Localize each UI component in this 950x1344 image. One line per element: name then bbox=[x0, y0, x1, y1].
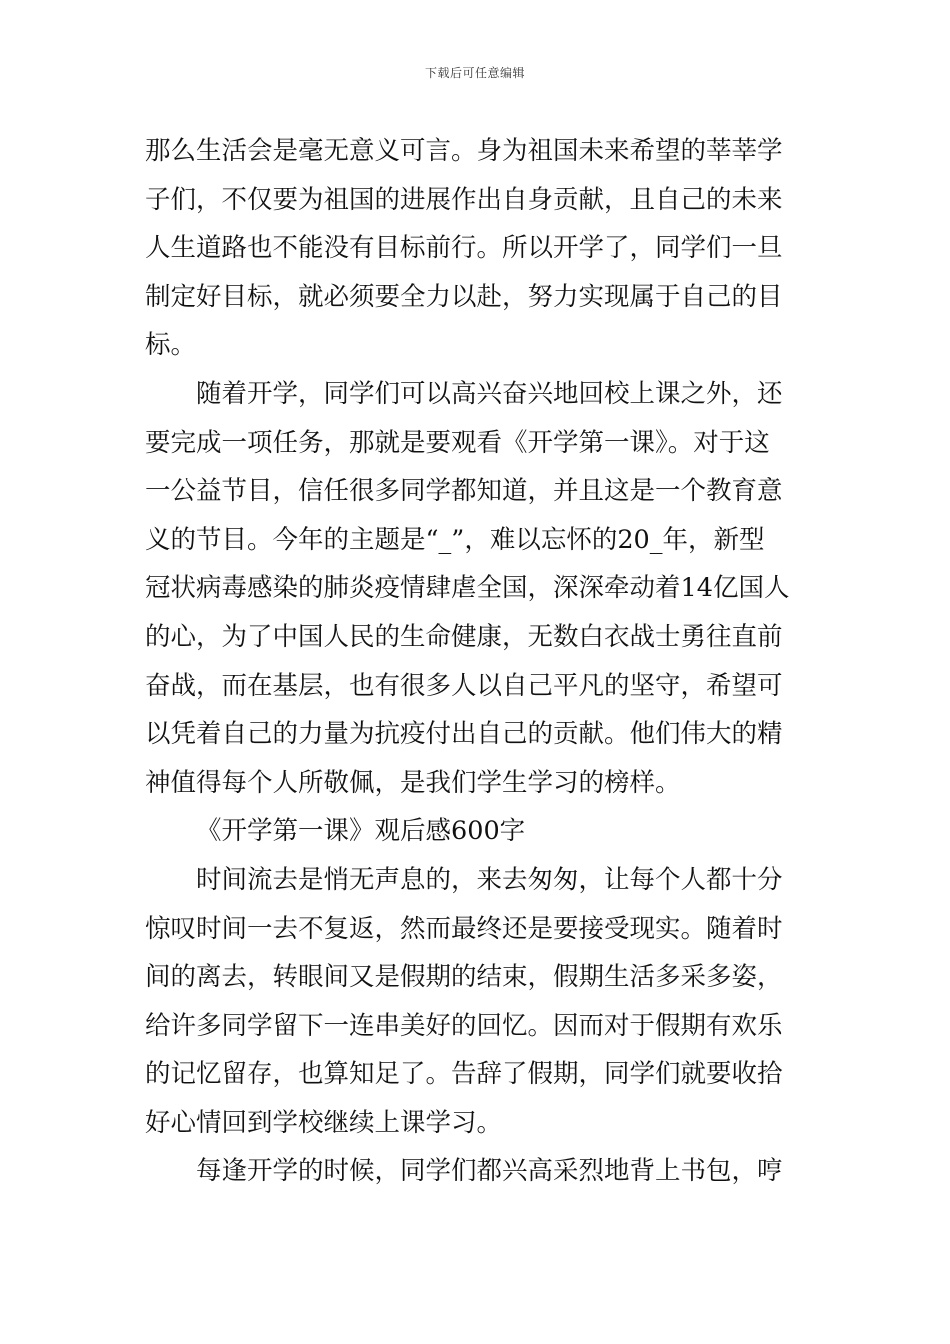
text-line: 一公益节目，信任很多同学都知道，并且这是一个教育意 bbox=[145, 476, 783, 507]
page-header: 下载后可任意编辑 bbox=[424, 66, 525, 80]
text-line: 义的节目。今年的主题是“_”，难以忘怀的20_年，新型 bbox=[145, 524, 765, 555]
text-line: 惊叹时间一去不复返，然而最终还是要接受现实。随着时 bbox=[145, 913, 783, 944]
text-line: 的心，为了中国人民的生命健康，无数白衣战士勇往直前 bbox=[145, 621, 783, 652]
text-line: 间的离去，转眼间又是假期的结束，假期生活多采多姿， bbox=[145, 962, 783, 993]
section-subtitle: 《开学第一课》观后感600字 bbox=[196, 816, 526, 847]
text-line: 以凭着自己的力量为抗疫付出自己的贡献。他们伟大的精 bbox=[145, 719, 783, 750]
text-line: 冠状病毒感染的肺炎疫情肆虐全国，深深牵动着14亿国人 bbox=[145, 573, 790, 604]
text-line: 子们，不仅要为祖国的进展作出自身贡献，且自己的未来 bbox=[145, 184, 783, 215]
text-line: 标。 bbox=[145, 330, 197, 361]
text-line: 奋战，而在基层，也有很多人以自己平凡的坚守，希望可 bbox=[145, 670, 783, 701]
text-line: 的记忆留存，也算知足了。告辞了假期，同学们就要收拾 bbox=[145, 1059, 783, 1090]
paragraph-first-line: 随着开学，同学们可以高兴奋兴地回校上课之外，还 bbox=[196, 378, 783, 409]
text-line: 给许多同学留下一连串美好的回忆。因而对于假期有欢乐 bbox=[145, 1010, 783, 1041]
paragraph-first-line: 每逢开学的时候，同学们都兴高采烈地背上书包，哼 bbox=[196, 1156, 783, 1187]
text-line: 制定好目标，就必须要全力以赴，努力实现属于自己的目 bbox=[145, 281, 783, 312]
paragraph-first-line: 时间流去是悄无声息的，来去匆匆，让每个人都十分 bbox=[196, 864, 783, 895]
text-line: 那么生活会是毫无意义可言。身为祖国未来希望的莘莘学 bbox=[145, 136, 783, 166]
text-line: 神值得每个人所敬佩，是我们学生学习的榜样。 bbox=[145, 767, 681, 798]
text-line: 好心情回到学校继续上课学习。 bbox=[145, 1107, 503, 1138]
text-line: 要完成一项任务，那就是要观看《开学第一课》。对于这 bbox=[145, 427, 770, 458]
document-body bbox=[145, 127, 805, 1196]
text-line: 人生道路也不能没有目标前行。所以开学了，同学们一旦 bbox=[145, 233, 783, 264]
